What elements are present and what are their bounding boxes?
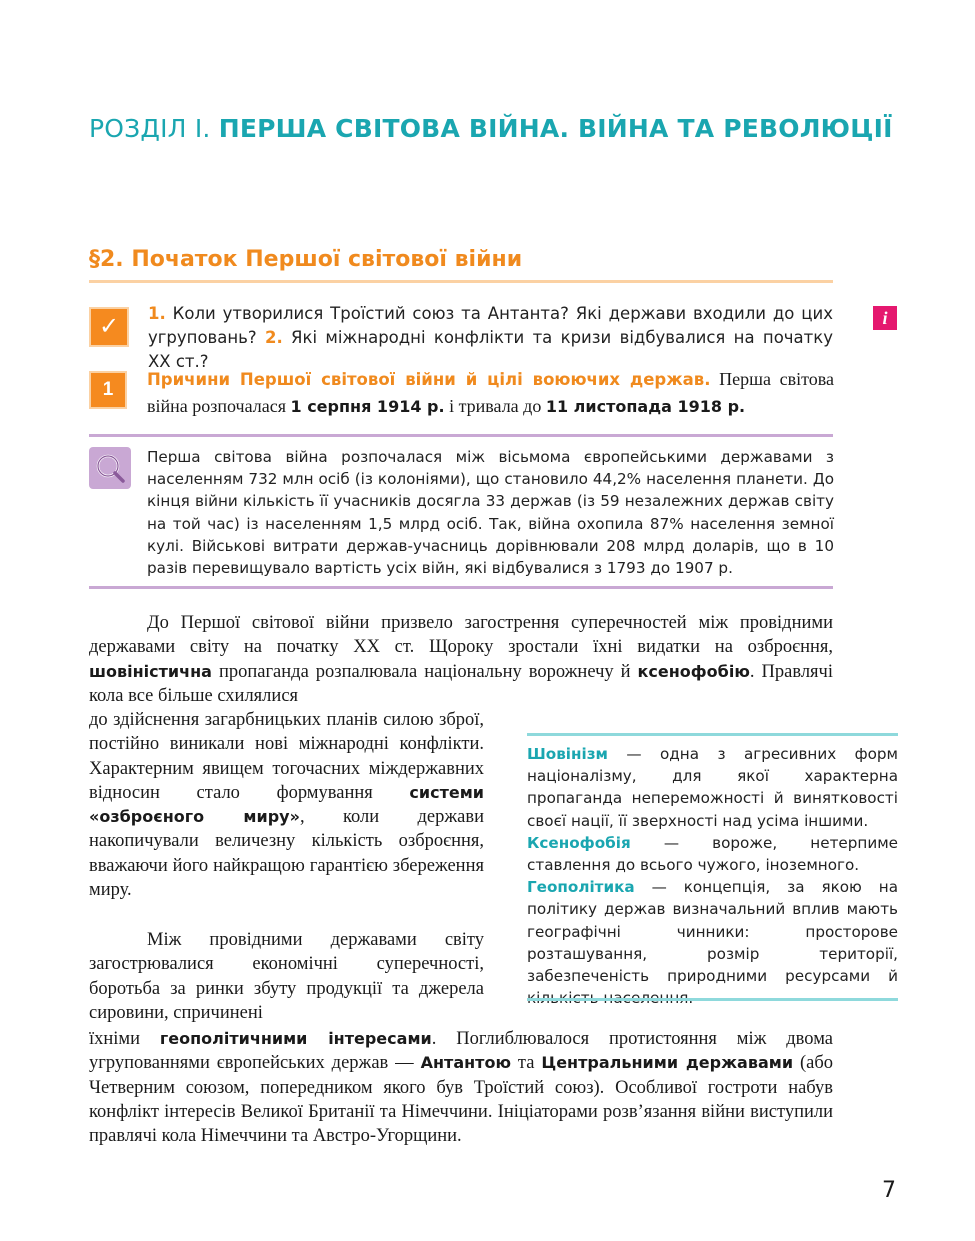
chapter-prefix: РОЗДІЛ I. <box>89 114 211 143</box>
keyword: системи «озброєного миру» <box>89 782 484 827</box>
section-divider <box>89 280 833 283</box>
paragraph-text: , коли держави накопичували величезну кількість озброєння, вважаючи його найкращою гарантією збереження миру. <box>89 807 484 901</box>
keyword: шовіністична <box>89 661 212 681</box>
magnifier-icon <box>89 447 131 489</box>
question-number: 1. <box>148 304 166 323</box>
keyword: ксенофобію <box>637 661 750 681</box>
main-paragraph-narrow <box>89 708 484 902</box>
question-text: Які міжнародні конфлікти та кризи відбувалися на початку XX ст.? <box>148 328 833 371</box>
paragraph-text: Між провідними державами світу загострювалися економічні суперечності, боротьба за ринки збуту продукції та джерела сировини, спричинені <box>89 930 484 1023</box>
main-paragraph <box>89 611 833 708</box>
question-text: Коли утворилися Троїстий союз та Антанта? Які держави входили до цих угруповань? <box>148 304 833 347</box>
paragraph-text: До Першої світової війни призвело загострення суперечностей між провідними державами світу на початку XX ст. Щороку зростали їхні видатки на озброєння, <box>89 613 833 658</box>
glossary-entry <box>527 743 898 832</box>
paragraph-text: їхніми <box>89 1029 160 1049</box>
paragraph-text: пропаганда розпалювала національну ворожнечу й <box>211 661 638 682</box>
chapter-title: ПЕРША СВІТОВА ВІЙНА. ВІЙНА ТА РЕВОЛЮЦІЇ <box>218 114 893 143</box>
info-icon[interactable]: i <box>873 306 897 330</box>
paragraph-text: . Правлячі кола все більше схилялися <box>89 661 834 706</box>
section-title: §2. Початок Першої світової війни <box>89 247 523 272</box>
keyword: Антантою <box>420 1053 511 1073</box>
glossary-top-rule <box>527 733 898 736</box>
review-questions <box>148 302 833 374</box>
glossary-box <box>527 743 898 1009</box>
causes-text: Перша світова війна розпочалася <box>147 369 834 416</box>
end-date: 11 листопада 1918 р. <box>545 397 746 416</box>
glossary-bottom-rule <box>527 998 898 1001</box>
causes-paragraph <box>147 366 834 420</box>
glossary-term: Ксенофобія <box>527 833 631 852</box>
glossary-definition: — вороже, нетерпиме ставлення до всього чужого, іноземного. <box>527 833 898 875</box>
glossary-definition: — одна з агресивних форм націоналізму, для якої характерна пропаганда непереможності й винятковості своєї нації, її зверхності над усіма іншими. <box>527 745 898 830</box>
start-date: 1 серпня 1914 р. <box>290 397 445 416</box>
chapter-heading <box>89 114 893 143</box>
fact-box-text: Перша світова війна розпочалася між вісьмома європейськими державами з населенням 732 млн осіб (із колоніями), що становило 44,2% населення планети. До кінця війни кількість її учасників досягла 33 держав (із 59 незалежних держав світу на той час) із населенням 1,5 млрд осіб. Так, війна охопила 87% населення земної кулі. Військові витрати держав-учасниць дорівнювали 208 млрд доларів, що в 10 разів перевищувало вартість усіх війн, які відбувалися з 1793 до 1907 р. <box>147 448 834 578</box>
paragraph-text: . Поглиблювалося протистояння між двома угрупованнями європейських держав — <box>89 1029 833 1074</box>
glossary-entry <box>527 832 898 876</box>
paragraph-text: до здійснення загарбницьких планів силою зброї, постійно виникали нові міжнародні конфлікти. Характерним явищем тогочасних міждержавних відносин стало формування <box>89 710 484 803</box>
fact-box-top-rule <box>89 434 833 437</box>
second-paragraph-narrow <box>89 928 484 1025</box>
subsection-number: 1 <box>89 371 127 409</box>
checkmark-icon: ✓ <box>89 307 129 347</box>
keyword: Центральними державами <box>541 1053 794 1073</box>
second-paragraph <box>89 1027 833 1148</box>
fact-box-bottom-rule <box>89 586 833 589</box>
glossary-definition: — концепція, за якою на політику держав визначальний вплив мають географічні чинники: просторове розташування, розмір території, забезпеченість природними ресурсами й <box>527 878 898 986</box>
paragraph-text: (або Четверним союзом, попередником якого був Троїстий союз). Особливої гостроти набув конфлікт інтересів Великої Британії та Німеччини. Ініціаторами розв’язання війни виступили правлячі кола Німеччини та Австро-Угорщини. <box>89 1053 833 1147</box>
glossary-entry <box>527 876 898 1009</box>
keyword: геополітичними інтересами <box>159 1029 432 1048</box>
subsection-heading: Причини Першої світової війни й цілі воюючих держав. <box>147 370 711 389</box>
glossary-term: Геополітика <box>527 878 635 897</box>
paragraph-text: та <box>511 1053 542 1074</box>
question-number: 2. <box>264 328 283 347</box>
glossary-term: Шовінізм <box>527 745 608 763</box>
page-number: 7 <box>882 1178 896 1203</box>
causes-text: і тривала до <box>444 396 546 416</box>
